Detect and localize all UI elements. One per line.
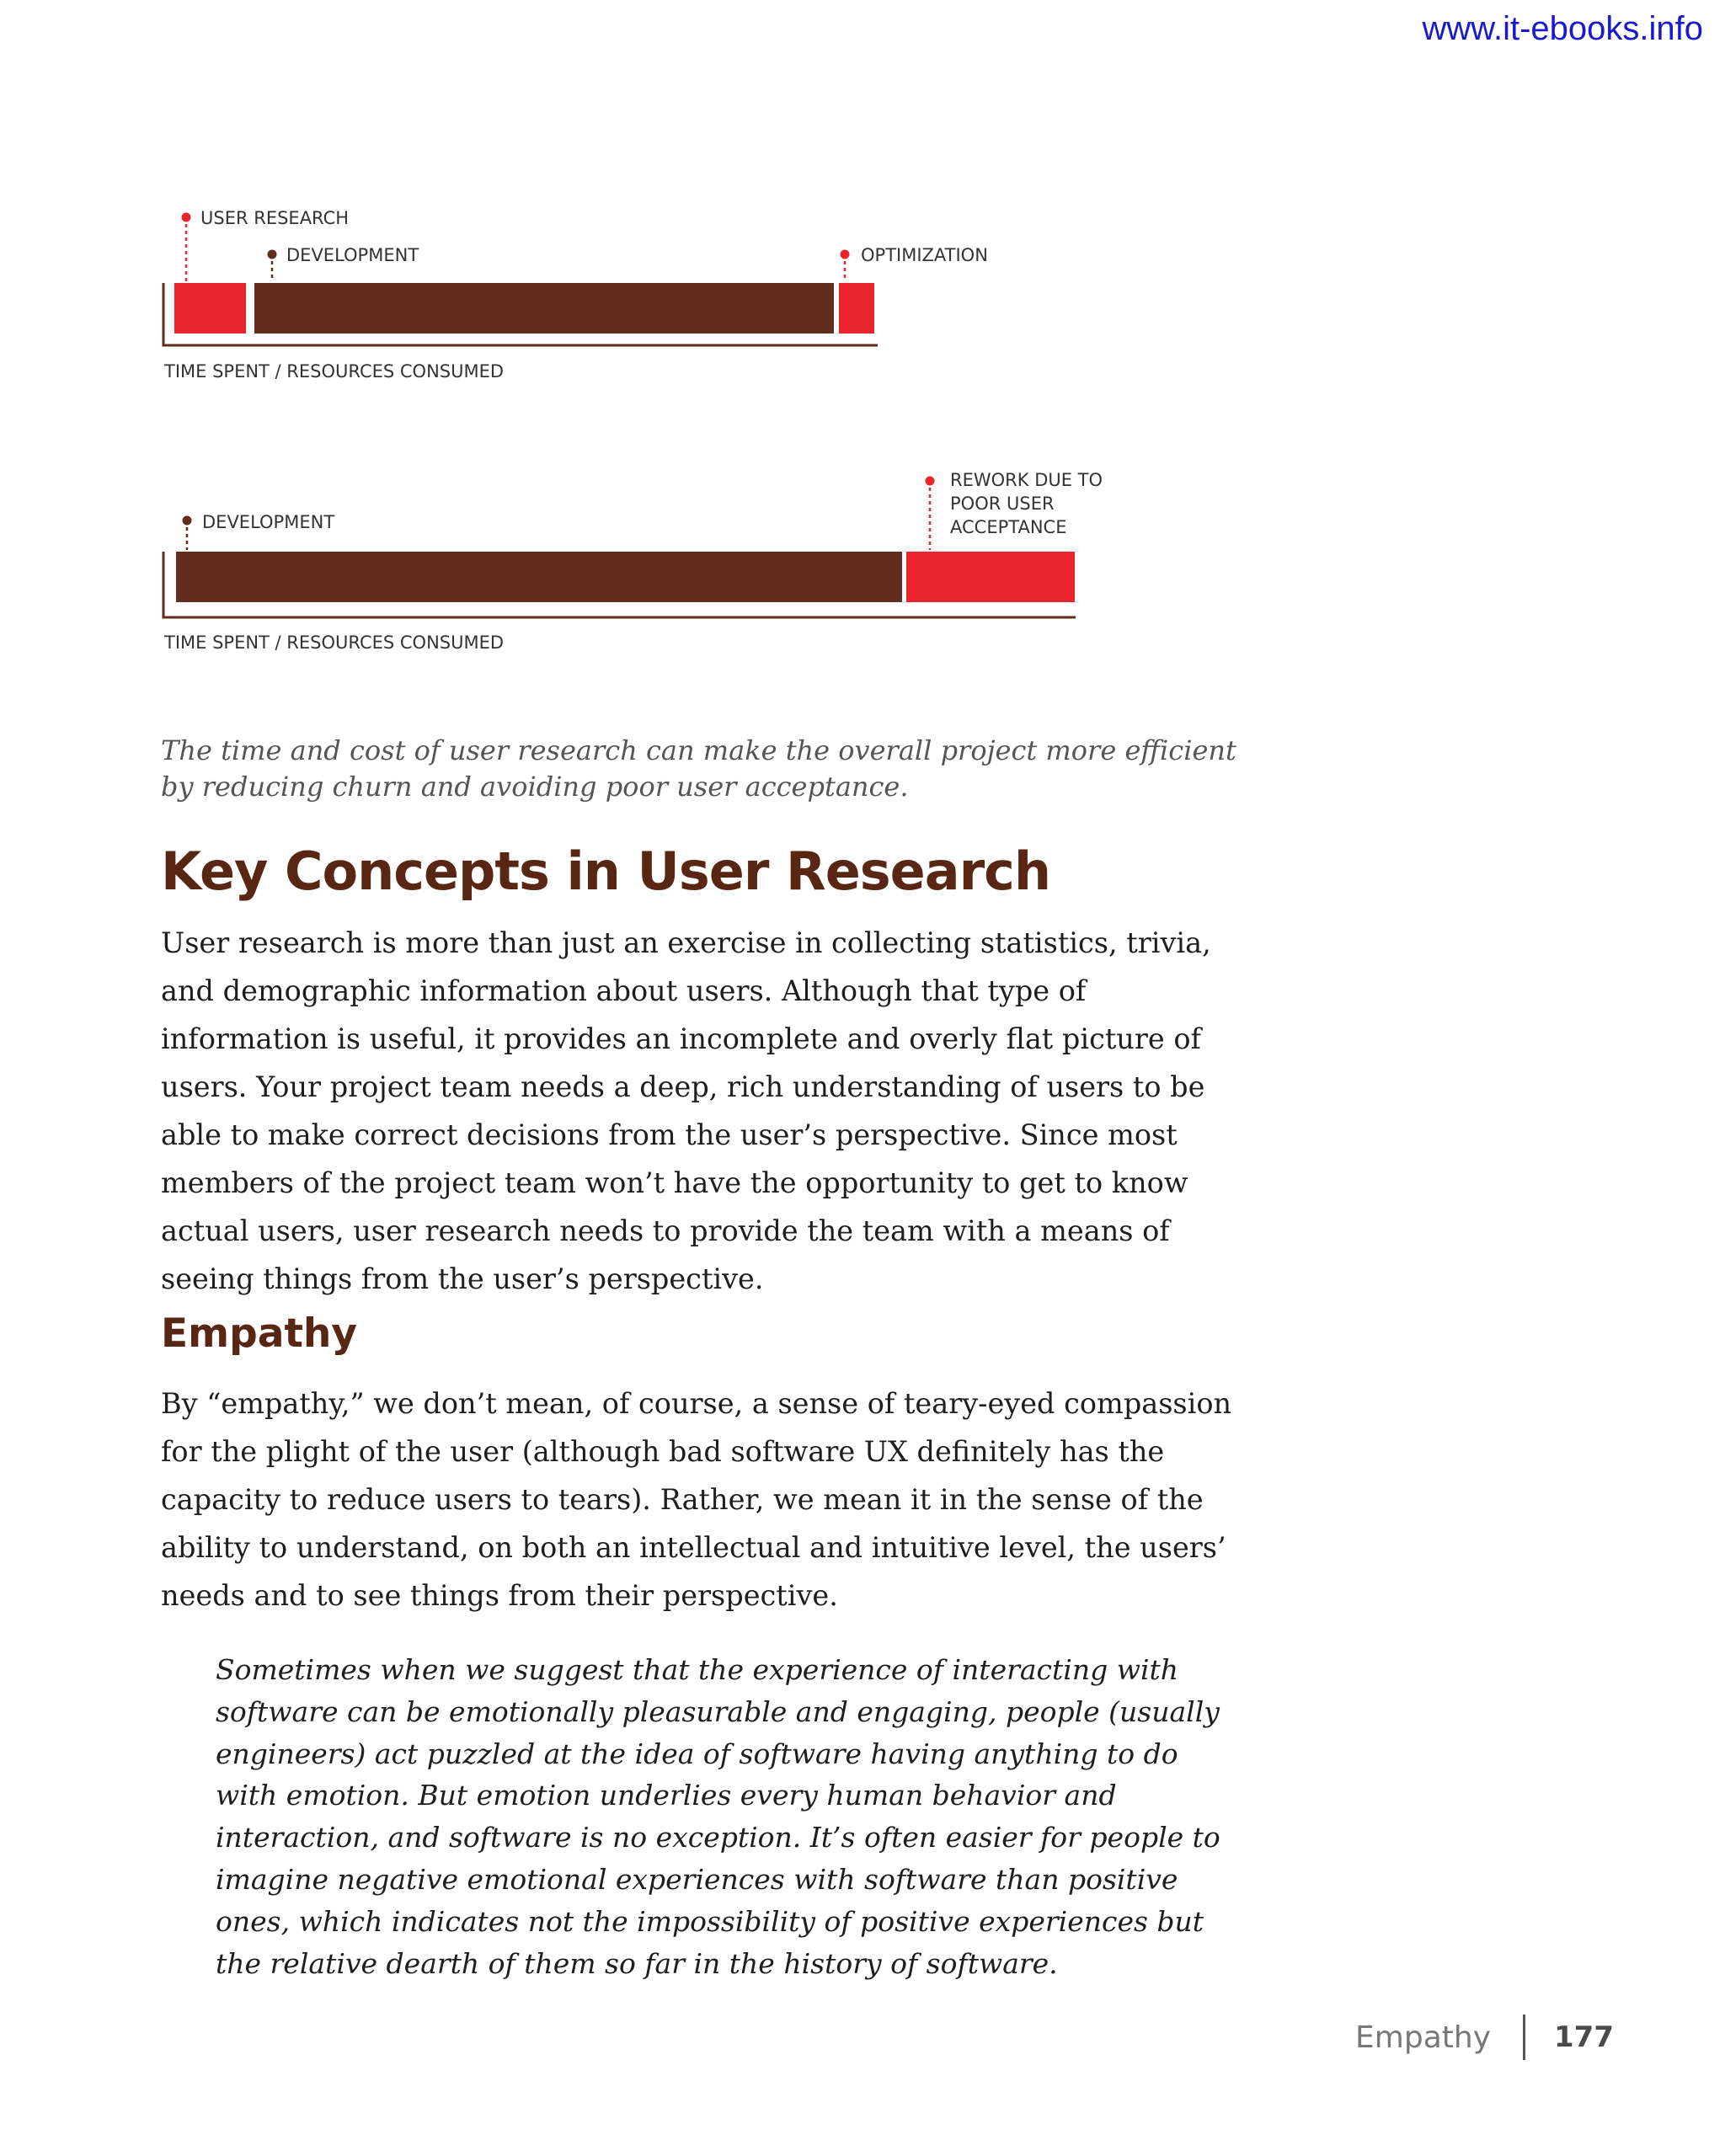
footer-section-name: Empathy xyxy=(1355,2020,1492,2055)
body-paragraph: User research is more than just an exercise in collecting statistics, trivia, and demographic information about users. Although that type of information is useful, it provides an incomplete and overly flat picture of users. Your project team needs a deep, rich understanding of users to be able to make correct decisions from the user’s perspective. Since most members of the project team won’t have the opportunity to get to know actual users, user research needs to provide the team with a means of seeing things from the user’s perspective. xyxy=(161,926,1211,1295)
diagram-with-research xyxy=(163,208,988,382)
bar-user-research xyxy=(174,283,246,334)
section-heading: Key Concepts in User Research xyxy=(161,841,1051,902)
axis-label: TIME SPENT / RESOURCES CONSUMED xyxy=(164,632,505,653)
diagram-without-research xyxy=(163,470,1103,653)
marker-development xyxy=(183,516,192,526)
bar-development xyxy=(176,552,902,602)
watermark-link[interactable]: www.it-ebooks.info xyxy=(1422,10,1703,47)
footer-divider xyxy=(1523,2015,1525,2060)
effort-diagram xyxy=(0,0,1725,674)
block-quote: Sometimes when we suggest that the experience of interacting with software can be emotionally pleasurable and engaging, people (usually engineers) act puzzled at the idea of software having anything to do with emotion. But emotion underlies every human behavior and interaction, and software is no exception. It’s often easier for people to imagine negative emotional experiences with software than positive ones, which indicates not the impossibility of positive experiences but the relative dearth of them so far in the history of software. xyxy=(216,1653,1220,1980)
subsection-heading: Empathy xyxy=(161,1310,358,1357)
bar-development xyxy=(254,283,834,334)
marker-optimization xyxy=(841,250,850,259)
label-development: DEVELOPMENT xyxy=(202,512,335,532)
page-footer xyxy=(1355,2015,1614,2060)
label-rework-line-2: POOR USER xyxy=(950,494,1055,514)
label-optimization: OPTIMIZATION xyxy=(861,245,988,265)
page-number: 177 xyxy=(1554,2020,1614,2054)
label-development: DEVELOPMENT xyxy=(286,245,419,265)
label-rework-line-3: ACCEPTANCE xyxy=(950,517,1067,537)
marker-user-research xyxy=(182,213,191,222)
bar-optimization xyxy=(839,283,874,334)
bar-rework xyxy=(906,552,1075,602)
marker-development xyxy=(268,250,277,259)
marker-rework xyxy=(926,477,935,486)
axis-label: TIME SPENT / RESOURCES CONSUMED xyxy=(164,361,505,382)
label-rework-line-1: REWORK DUE TO xyxy=(950,470,1103,490)
body-paragraph: By “empathy,” we don’t mean, of course, a sense of teary-eyed compassion for the plight of the user (although bad software UX definitely has the capacity to reduce users to tears). Rather, we mean it in the sense of the ability to understand, on both an intellectual and intuitive level, the users’ needs and to see things from their perspective. xyxy=(161,1387,1232,1612)
figure-caption: The time and cost of user research can make the overall project more efficient by reducing churn and avoiding poor user acceptance. xyxy=(161,734,1236,803)
label-user-research: USER RESEARCH xyxy=(200,208,350,228)
